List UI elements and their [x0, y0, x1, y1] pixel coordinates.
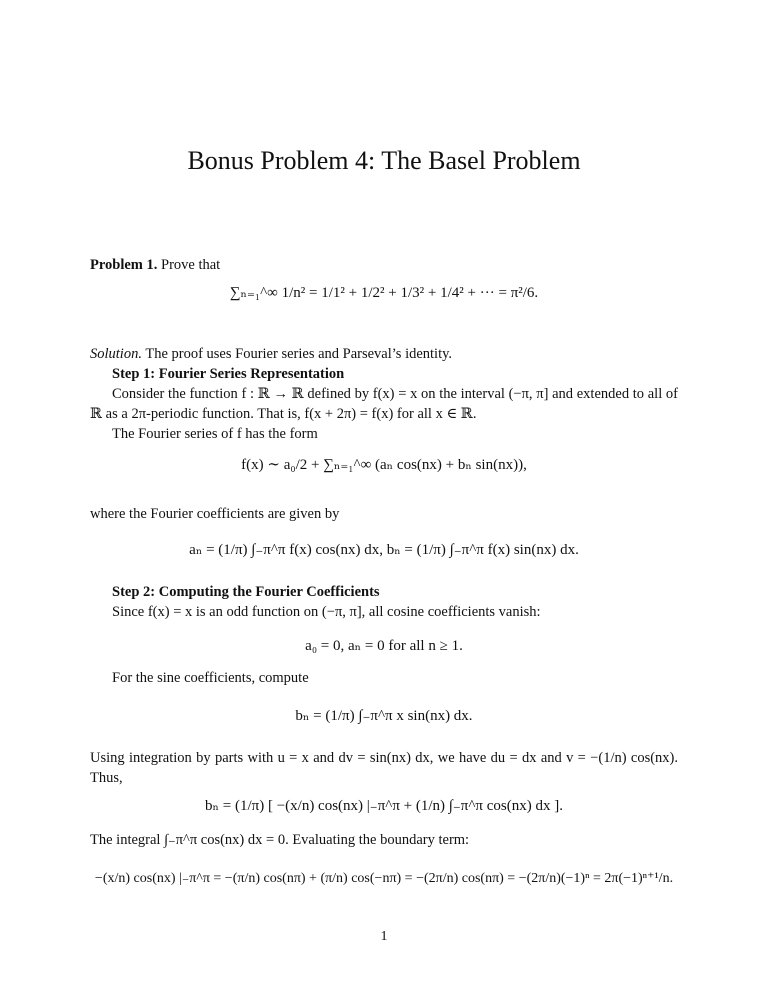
equation-bn-integral: bₙ = (1/π) ∫₋π^π x sin(nx) dx. [295, 708, 473, 724]
solution-intro-text: The proof uses Fourier series and Parseval’s identity. [145, 346, 453, 362]
coefficients-text: where the Fourier coefficients are given by [90, 506, 340, 522]
equation-basel: ∑ₙ₌₁^∞ 1/n² = 1/1² + 1/2² + 1/3² + 1/4² + ··· = π²/6. [229, 285, 539, 301]
equation-boundary: −(x/n) cos(nx) |₋π^π = −(π/n) cos(nπ) + (π/n) cos(−nπ) = −(2π/n) cos(nπ) = −(2π/n)(−1)ⁿ = 2π(−1)ⁿ⁺¹/n. [94, 871, 674, 886]
step1-text: Consider the function f : ℝ → ℝ defined by f(x) = x on the interval (−π, π] and extended to all of ℝ as a 2π-periodic function. That is, f(x + 2π) = f(x) for all x ∈ ℝ. [90, 386, 678, 422]
parts-text: Using integration by parts with u = x and dv = sin(nx) dx, we have du = dx and v = −(1/n) cos(nx). Thus, [90, 750, 678, 786]
step2-text: Since f(x) = x is an odd function on (−π, π], all cosine coefficients vanish: [112, 604, 541, 620]
problem-text: Prove that [161, 257, 221, 273]
solution-intro [90, 344, 678, 364]
fourier-form-text: The Fourier series of f has the form [112, 426, 318, 442]
sine-text: For the sine coefficients, compute [112, 670, 309, 686]
integral-text: The integral ∫₋π^π cos(nx) dx = 0. Evaluating the boundary term: [90, 832, 470, 848]
solution-label: Solution. [90, 346, 142, 362]
equation-cosine-zero: a₀ = 0, aₙ = 0 for all n ≥ 1. [305, 638, 463, 654]
problem-statement [90, 255, 678, 275]
step2-heading: Step 2: Computing the Fourier Coefficients [112, 584, 380, 600]
equation-coefficients: aₙ = (1/π) ∫₋π^π f(x) cos(nx) dx, bₙ = (1/π) ∫₋π^π f(x) sin(nx) dx. [189, 542, 579, 558]
problem-label: Problem 1. [90, 257, 158, 273]
equation-by-parts: bₙ = (1/π) [ −(x/n) cos(nx) |₋π^π + (1/n) ∫₋π^π cos(nx) dx ]. [205, 798, 563, 814]
page-number: 1 [380, 929, 388, 944]
equation-fourier-series: f(x) ∼ a₀/2 + ∑ₙ₌₁^∞ (aₙ cos(nx) + bₙ sin(nx)), [241, 457, 527, 473]
document-title: Bonus Problem 4: The Basel Problem [187, 146, 581, 175]
step1-heading: Step 1: Fourier Series Representation [112, 366, 345, 382]
